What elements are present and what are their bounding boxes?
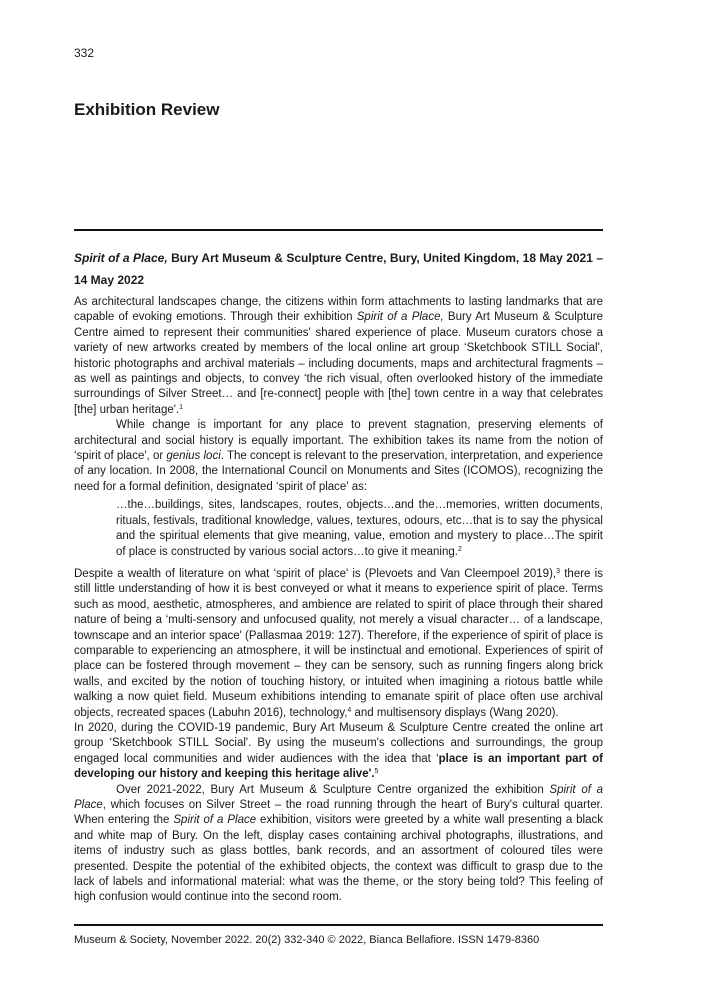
page-number: 332 (74, 46, 95, 60)
top-divider (74, 229, 603, 231)
exhibition-details: Bury Art Museum & Sculpture Centre, Bury, United Kingdom, 18 May 2021 – 14 May 2022 (74, 251, 603, 287)
footnote-ref-5[interactable]: 5 (374, 768, 379, 776)
paragraph-3: Despite a wealth of literature on what ‘spirit of place' is (Plevoets and Van Cleempoel 2019),$^3$ there is still little understanding of how it is best conveyed or what it means to experience spirit of place. Terms such as mood, aesthetic, atmospheres, and ambience are related to spirit of place through their shared nature of being a ‘multi-sensory and unfocused quality, not merely a visual character… of a landscape, townscape and an interior space' (Pallasmaa 2019: 127). Therefore, if the experience of spirit of place is comparable to experiencing an atmosphere, it will be instinctual and emotional. Experiences of spirit of place can be fostered through movement – they can be sensory, such as running fingers along brick walls, and excited by the notion of touching history, or intuited when imagining a riotous battle while walking a now quiet field. Museum exhibitions intending to emanate spirit of place often use archival objects, recreated spaces (Labuhn 2016), technology,$^4$ and multisensory displays (Wang 2020). (74, 567, 603, 719)
paragraph-1: As architectural landscapes change, the citizens within form attachments to lasting landmarks that are capable of evoking emotions. Through their exhibition Spirit of a Place, Bury Art Museum & Sculpture Centre aimed to represent their communities' shared experience of place. Museum curators chose a variety of new artworks created by members of the local online art group ‘Sketchbook STILL Social', historic photographs and archival materials – including documents, maps and architectural fragments – as well as paintings and objects, to convey ‘the rich visual, often overlooked history of the immediate surroundings of Silver Street… and [re-connect] people with [the] town centre in a way that celebrates [the] urban heritage'.$^1$ (74, 296, 604, 416)
article-body (74, 247, 603, 906)
paragraph-4: In 2020, during the COVID-19 pandemic, Bury Art Museum & Sculpture Centre created the online art group ‘Sketchbook STILL Social'. By using the museum's collections and surroundings, the group engaged local communities and wider audiences with the idea that ‘place is an important part of developing our history and keeping this heritage alive'.$^5$ (74, 721, 604, 781)
icomos-quote: …the…buildings, sites, landscapes, routes, objects…and the…memories, written documents, rituals, festivals, traditional knowledge, values, textures, odours, etc…that is to say the physical and the spiritual elements that give meaning, value, emotion and mystery to place…The spirit of place is constructed by various social actors…to give it meaning.$^2$ (116, 499, 603, 558)
bottom-divider (74, 924, 603, 926)
paragraph-2: While change is important for any place to prevent stagnation, preserving elements of architectural and social history is equally important. The exhibition takes its name from the notion of ‘spirit of place', or genius loci. The concept is relevant to the preservation, interpretation, and experience of any location. In 2008, the International Council on Monuments and Sites (ICOMOS), recognizing the need for a formal definition, designated ‘spirit of place' as: (74, 419, 603, 493)
paragraph-5: Over 2021-2022, Bury Art Museum & Sculpture Centre organized the exhibition Spirit of a Place, which focuses on Silver Street – the road running through the heart of Bury's cultural quarter. When entering the Spirit of a Place exhibition, visitors were greeted by a white wall presenting a black and white map of Bury. On the left, display cases containing archival photographs, illustrations, and items of industry such as glass bottles, bank records, and an assortment of coloured tiles were presented. Despite the potential of the exhibited objects, the context was difficult to grasp due to the lack of labels and informational material: what was the theme, or the story being told? This feeling of high confusion would continue into the second room. (74, 783, 603, 904)
footnote-ref-2[interactable]: 2 (457, 545, 462, 553)
footnote-ref-4[interactable]: 4 (347, 706, 352, 714)
review-heading (74, 247, 603, 291)
section-title: Exhibition Review (74, 100, 220, 119)
footnote-ref-1[interactable]: 1 (179, 403, 184, 411)
exhibition-title: Spirit of a Place, (74, 251, 168, 265)
footnote-ref-3[interactable]: 3 (556, 567, 561, 575)
journal-footer: Museum & Society, November 2022. 20(2) 332-340 © 2022, Bianca Bellafiore. ISSN 1479-8360 (74, 934, 540, 946)
